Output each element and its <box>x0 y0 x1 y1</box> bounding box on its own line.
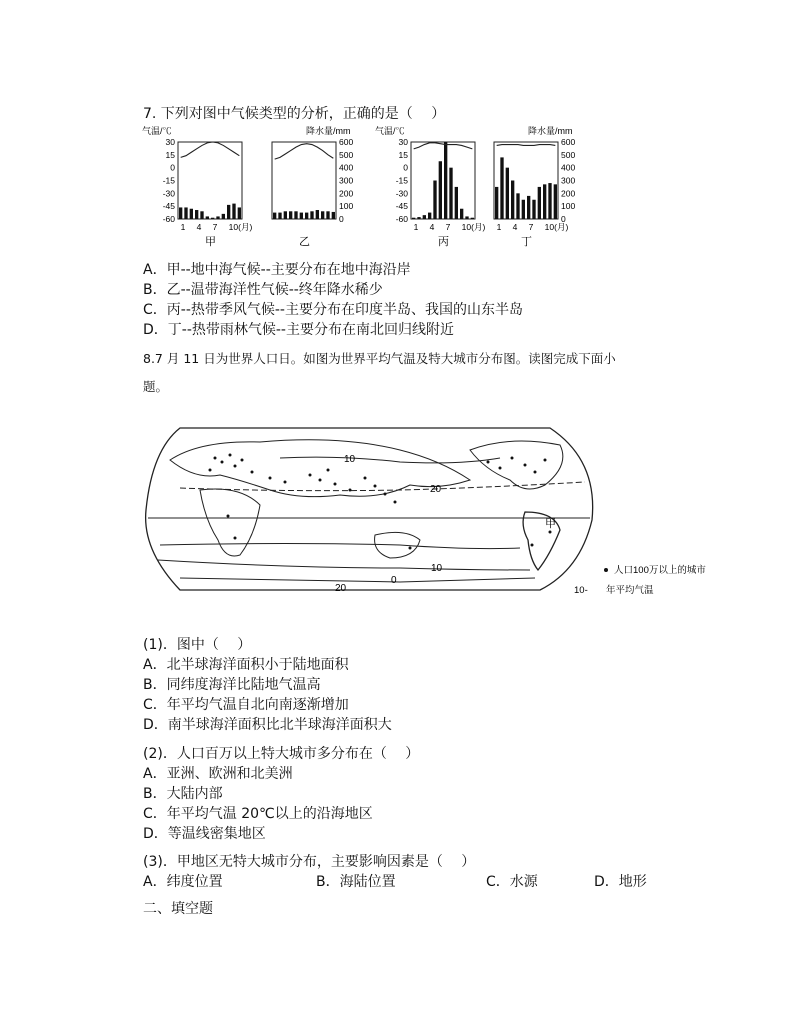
section-2-title: 二、填空题 <box>143 901 213 917</box>
month-tick-label: 4 <box>512 222 518 232</box>
precip-bar <box>179 207 182 219</box>
precip-axis-title: 降水量/mm <box>528 126 573 136</box>
world-temperature-city-map <box>140 420 706 600</box>
chart-label: 丙 <box>438 236 449 248</box>
precip-bar <box>332 212 335 219</box>
temp-tick-label: 30 <box>398 137 408 147</box>
precip-bar <box>284 211 287 219</box>
precip-tick-label: 0 <box>339 214 344 224</box>
precip-tick-label: 100 <box>339 201 354 212</box>
precip-bar <box>310 211 313 219</box>
temp-tick-label: -15 <box>395 175 408 186</box>
precip-bar <box>428 213 431 219</box>
precip-bar <box>206 216 209 219</box>
month-tick-label: 4 <box>196 222 202 232</box>
q8-sub1-option-a: A．北半球海洋面积小于陆地面积 <box>143 657 349 673</box>
temp-tick-label: 0 <box>403 162 408 173</box>
continent-eurasia <box>170 440 470 497</box>
precip-bar <box>527 196 530 219</box>
precip-bar <box>449 168 452 219</box>
precip-bar <box>273 213 276 219</box>
precip-bar <box>316 210 319 219</box>
precip-bar <box>506 168 509 219</box>
temp-tick-label: -30 <box>162 188 175 199</box>
month-tick-label: 7 <box>528 222 534 232</box>
precip-bar <box>326 211 329 219</box>
temp-tick-label: 0 <box>170 162 175 173</box>
precip-bar <box>305 213 308 219</box>
map-frame <box>146 428 593 590</box>
precip-bar <box>417 217 420 219</box>
month-tick-label: 1 <box>413 222 419 232</box>
chart-label: 丁 <box>521 236 532 248</box>
climate-chart-ding-svg <box>490 124 605 252</box>
month-tick-label: 7 <box>445 222 451 232</box>
climate-chart-jia <box>140 124 253 252</box>
temp-line <box>181 142 240 157</box>
city-dots <box>209 454 552 550</box>
month-tick-label: 4 <box>429 222 435 232</box>
precip-bar <box>232 204 235 219</box>
precip-bar <box>511 181 514 220</box>
precip-tick-label: 200 <box>339 188 354 199</box>
q7-stem: 7. 下列对图中气候类型的分析，正确的是（ ） <box>143 106 446 122</box>
precip-bar <box>211 218 214 219</box>
precip-tick-label: 500 <box>561 149 576 160</box>
precip-bar <box>495 187 498 219</box>
temp-tick-label: 15 <box>398 149 408 160</box>
q8-sub2-option-d: D．等温线密集地区 <box>143 826 266 842</box>
precip-bar <box>433 181 436 220</box>
precip-bar <box>321 211 324 219</box>
precip-bar <box>227 205 230 219</box>
precip-bar <box>200 211 203 219</box>
precip-bar <box>543 184 546 219</box>
precip-bar <box>439 161 442 219</box>
q7-option-a: A．甲--地中海气候--主要分布在地中海沿岸 <box>143 262 411 278</box>
isotherm-20-north <box>180 482 585 491</box>
q8-sub1-option-b: B．同纬度海洋比陆地气温高 <box>143 677 321 693</box>
isotherm-label-10-south: 10 <box>431 563 443 574</box>
climate-chart-ding <box>490 124 605 252</box>
world-map-svg <box>140 420 706 600</box>
q8-sub1-option-c: C．年平均气温自北向南逐渐增加 <box>143 697 349 713</box>
temp-tick-label: -45 <box>395 201 408 212</box>
precip-tick-label: 100 <box>561 201 576 212</box>
q8-sub1-option-d: D．南半球海洋面积比北半球海洋面积大 <box>143 717 392 733</box>
precip-tick-label: 400 <box>339 162 354 173</box>
month-tick-label: 1 <box>180 222 186 232</box>
temp-tick-label: -60 <box>395 214 408 224</box>
temp-line <box>414 143 473 149</box>
precip-bar <box>423 215 426 219</box>
climate-chart-bing <box>373 124 486 252</box>
precip-axis-title: 降水量/mm <box>306 126 351 136</box>
climate-chart-yi-svg <box>268 124 383 252</box>
precip-bar <box>412 218 415 219</box>
precip-bar <box>538 187 541 219</box>
temp-line <box>497 145 556 146</box>
precip-bar <box>184 207 187 219</box>
isotherm-0-south <box>180 578 535 582</box>
q8-sub2-stem: (2)．人口百万以上特大城市多分布在（ ） <box>143 746 420 762</box>
month-tick-label: 10(月) <box>461 222 486 232</box>
q8-sub2-option-a: A．亚洲、欧洲和北美洲 <box>143 766 293 782</box>
month-tick-label: 10(月) <box>544 222 569 232</box>
temp-axis-title: 气温/℃ <box>375 126 405 136</box>
temp-line <box>275 144 334 159</box>
precip-bar <box>522 200 525 219</box>
temp-tick-label: -45 <box>162 201 175 212</box>
precip-tick-label: 300 <box>339 175 354 186</box>
temp-tick-label: -15 <box>162 175 175 186</box>
chart-label: 甲 <box>205 236 216 248</box>
q8-sub1-stem: (1)．图中（ ） <box>143 637 252 653</box>
precip-bar <box>289 211 292 219</box>
temp-tick-label: 30 <box>165 137 175 147</box>
legend-isotherm-label: 年平均气温 <box>606 585 654 596</box>
q7-option-c: C．丙--热带季风气候--主要分布在印度半岛、我国的山东半岛 <box>143 302 523 318</box>
climate-chart-bing-svg <box>373 124 486 252</box>
region-label-jia: 甲 <box>545 518 556 530</box>
precip-bar <box>195 210 198 219</box>
precip-tick-label: 200 <box>561 188 576 199</box>
q8-sub3-option-d: D．地形 <box>594 874 647 890</box>
isotherm-20-south <box>160 544 520 549</box>
precip-bar <box>300 213 303 219</box>
chart-label: 乙 <box>299 236 310 248</box>
q8-sub3-option-b: B．海陆位置 <box>316 874 396 890</box>
precip-bar <box>294 211 297 219</box>
precip-bar <box>532 200 535 219</box>
legend-city-label: 人口100万以上的城市 <box>614 565 706 576</box>
precip-tick-label: 400 <box>561 162 576 173</box>
isotherm-10-north <box>280 457 500 463</box>
precip-bar <box>278 213 281 219</box>
legend-city-dot <box>604 568 608 572</box>
precip-tick-label: 600 <box>339 137 354 147</box>
temp-tick-label: 15 <box>165 149 175 160</box>
precip-bar <box>216 216 219 219</box>
temp-axis-title: 气温/℃ <box>142 126 172 136</box>
precip-bar <box>465 216 468 219</box>
isotherm-10-south <box>158 560 530 570</box>
precip-bar <box>190 209 193 219</box>
precip-bar <box>444 142 447 219</box>
q8-stem-line1: 8.7 月 11 日为世界人口日。如图为世界平均气温及特大城市分布图。读图完成下面小 <box>143 351 616 366</box>
climate-chart-yi <box>268 124 383 252</box>
month-tick-label: 7 <box>212 222 218 232</box>
q8-sub2-option-c: C．年平均气温 20℃以上的沿海地区 <box>143 806 373 822</box>
precip-tick-label: 0 <box>561 214 566 224</box>
month-tick-label: 1 <box>496 222 502 232</box>
continent-north-america <box>470 441 563 489</box>
q7-option-d: D．丁--热带雨林气候--主要分布在南北回归线附近 <box>143 322 454 338</box>
isotherm-label-0-south: 0 <box>391 575 397 586</box>
precip-bar <box>548 183 551 219</box>
precip-bar <box>516 193 519 219</box>
q7-option-b: B．乙--温带海洋性气候--终年降水稀少 <box>143 282 383 298</box>
precip-bar <box>471 218 474 219</box>
precip-tick-label: 300 <box>561 175 576 186</box>
precip-bar <box>500 157 503 219</box>
legend-isotherm-number: 10- <box>574 585 588 596</box>
climate-chart-jia-svg <box>140 124 253 252</box>
q8-stem-line2: 题。 <box>143 379 169 394</box>
q8-sub3-option-a: A．纬度位置 <box>143 874 223 890</box>
precip-bar <box>455 187 458 219</box>
q8-sub3-option-c: C．水源 <box>486 874 538 890</box>
isotherm-label-20-north: 20 <box>430 484 442 495</box>
precip-tick-label: 600 <box>561 137 576 147</box>
month-tick-label: 10(月) <box>228 222 253 232</box>
q8-sub3-stem: (3)．甲地区无特大城市分布，主要影响因素是（ ） <box>143 854 476 870</box>
precip-bar <box>222 214 225 219</box>
plot-frame <box>411 142 475 219</box>
continent-africa <box>200 489 260 556</box>
precip-bar <box>460 209 463 219</box>
precip-tick-label: 500 <box>339 149 354 160</box>
isotherm-label-20-south: 20 <box>335 583 347 594</box>
isotherm-label-10-north: 10 <box>344 454 356 465</box>
precip-bar <box>554 184 557 219</box>
temp-tick-label: -30 <box>395 188 408 199</box>
precip-bar <box>238 207 241 219</box>
temp-tick-label: -60 <box>162 214 175 224</box>
q8-sub2-option-b: B．大陆内部 <box>143 786 223 802</box>
